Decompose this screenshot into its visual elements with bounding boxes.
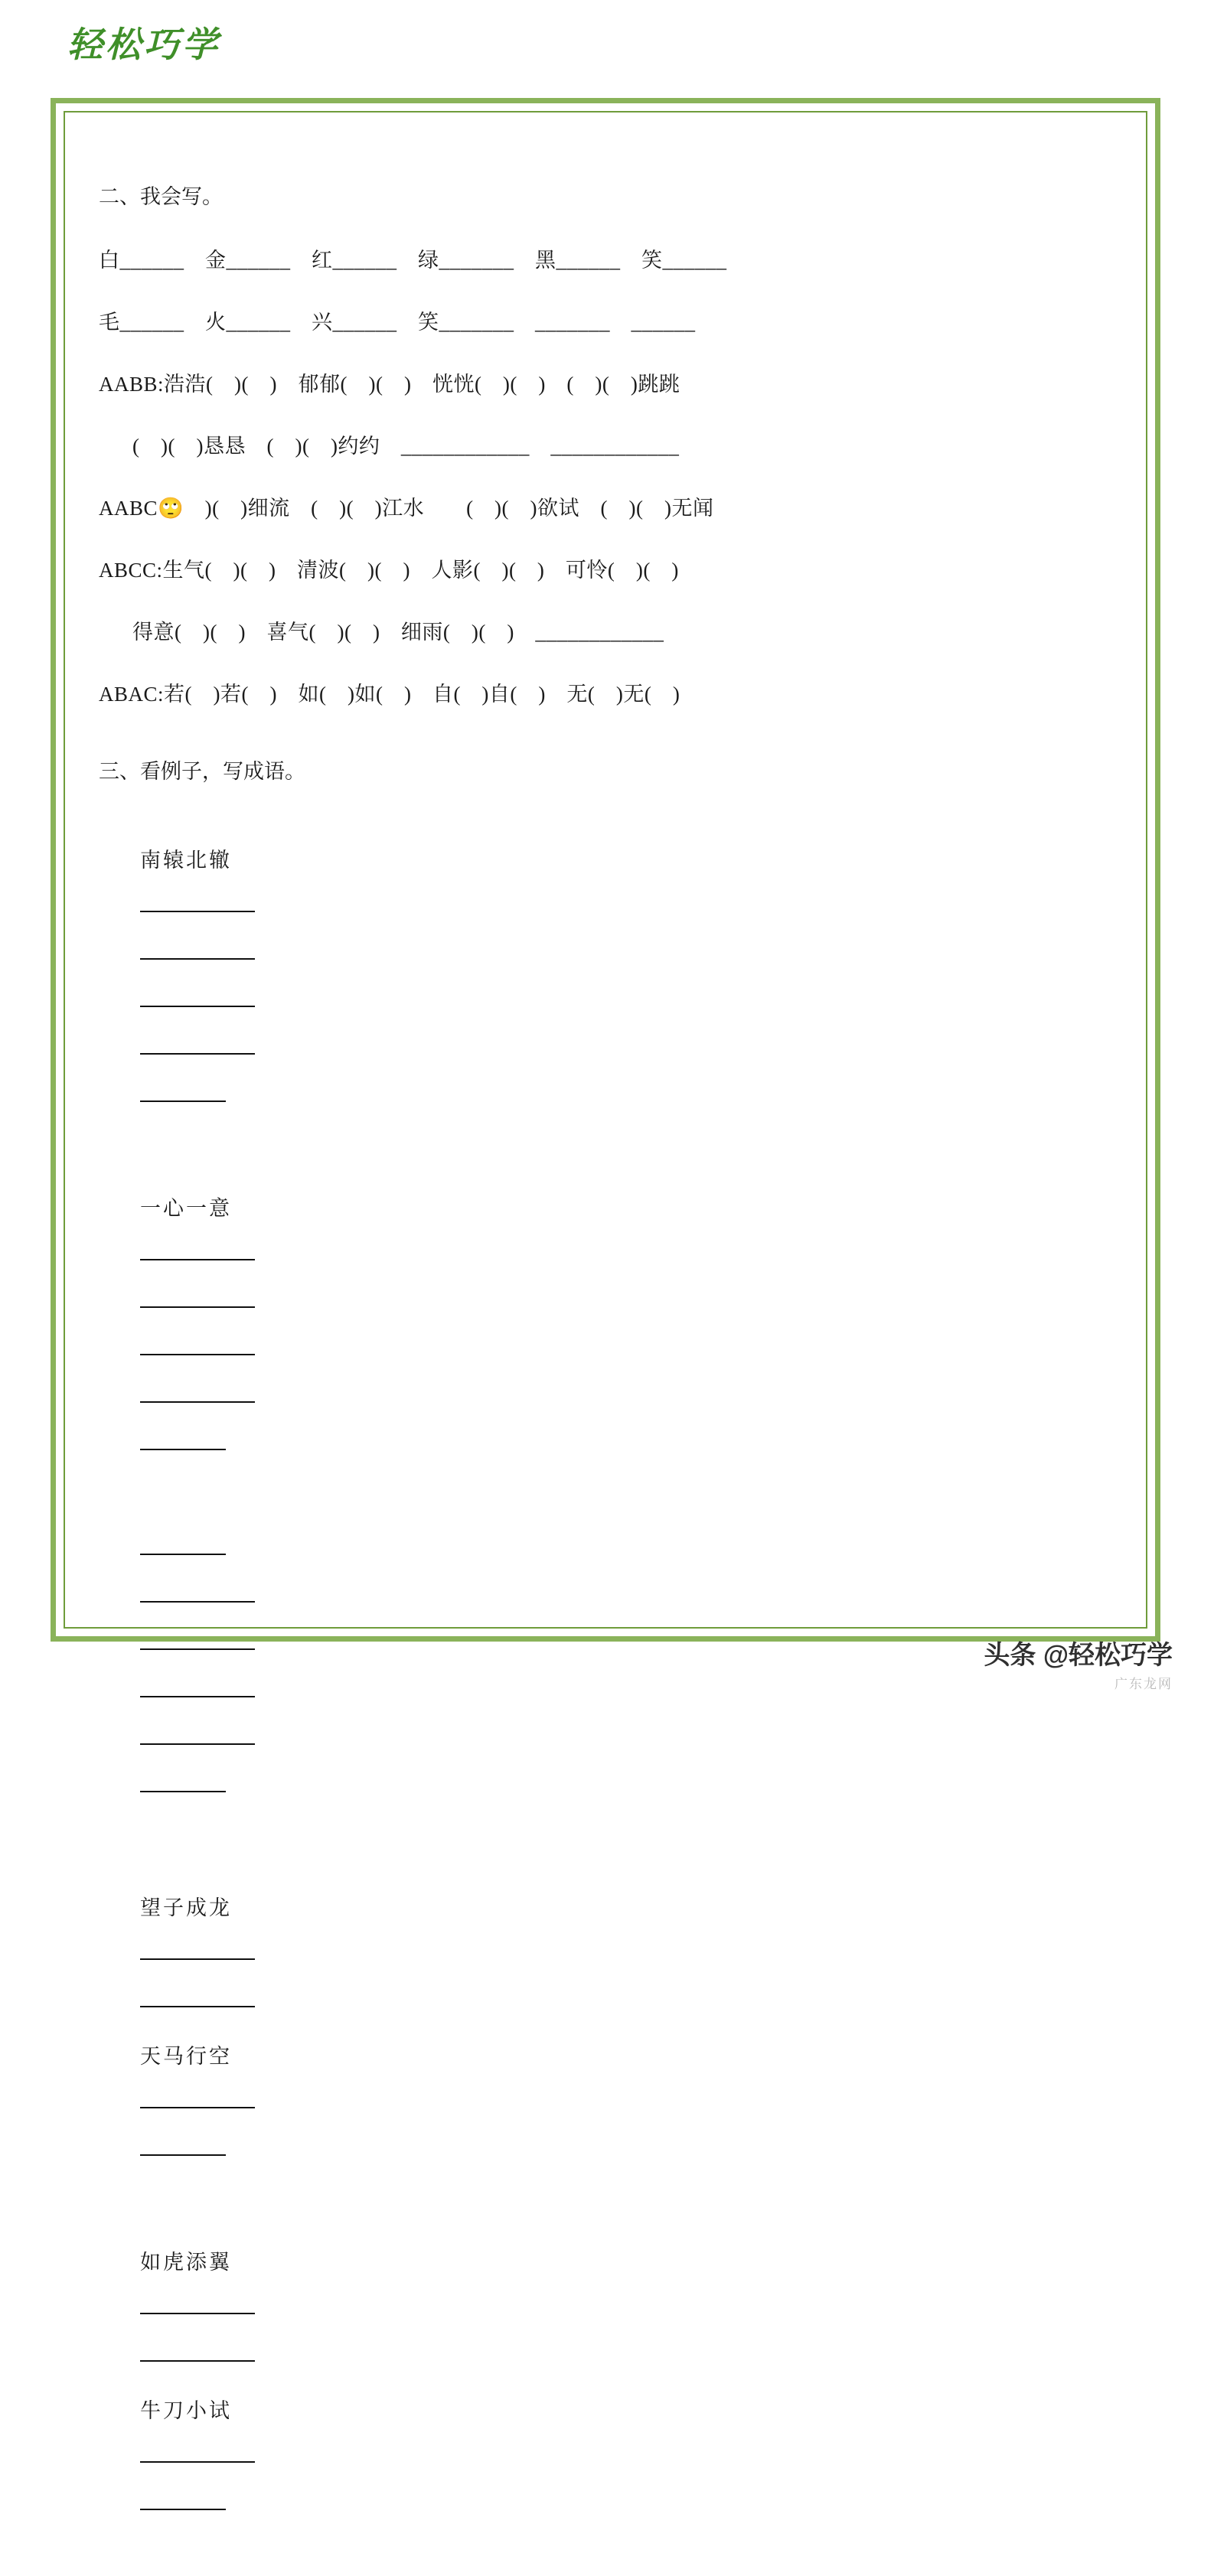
footer-account-name: 头条 @轻松巧学 <box>984 1641 1173 1670</box>
idiom-example-5: 如虎添翼 <box>140 2251 232 2274</box>
answer-blank[interactable] <box>140 1401 255 1403</box>
answer-blank[interactable] <box>140 958 255 960</box>
answer-blank[interactable] <box>140 2360 255 2362</box>
section-3-row-3 <box>99 1516 1132 1824</box>
answer-blank[interactable] <box>140 1743 255 1745</box>
answer-blank[interactable] <box>140 1554 226 1555</box>
section-3-pair-row-2 <box>99 2222 1132 2542</box>
answer-blank[interactable] <box>140 1306 255 1308</box>
section-2-title: 二、我会写。 <box>99 185 223 208</box>
worksheet-content <box>79 180 1132 2576</box>
section-2-row-1: 白______ 金______ 红______ 绿_______ 黑______ 笑______ <box>99 249 727 272</box>
answer-blank[interactable] <box>140 911 255 912</box>
answer-blank[interactable] <box>140 2154 226 2156</box>
section-2-row-abcc-cont: 得意( )( ) 喜气( )( ) 细雨( )( ) ____________ <box>132 621 664 644</box>
section-2-row-aabc: AABC🙄 )( )细流 ( )( )江水 ( )( )欲试 ( )( )无闻 <box>99 497 714 520</box>
section-3-row-1 <box>99 820 1132 1134</box>
answer-blank[interactable] <box>140 1648 255 1650</box>
answer-blank[interactable] <box>140 1696 255 1697</box>
idiom-example-6: 牛刀小试 <box>140 2399 232 2422</box>
idiom-example-2: 一心一意 <box>140 1197 232 1220</box>
section-3-pair-row-1 <box>99 1867 1132 2188</box>
answer-blank[interactable] <box>140 2509 226 2510</box>
section-2-row-aabb: AABB:浩浩( )( ) 郁郁( )( ) 恍恍( )( ) ( )( )跳跳 <box>99 373 680 396</box>
answer-blank[interactable] <box>140 2006 255 2007</box>
brand-title: 轻松巧学 <box>67 25 220 64</box>
answer-blank[interactable] <box>140 1006 255 1007</box>
footer-watermark <box>984 1634 1173 1692</box>
footer-site-name: 广东龙网 <box>1114 1677 1173 1691</box>
answer-blank[interactable] <box>140 1791 226 1792</box>
answer-blank[interactable] <box>140 1449 226 1450</box>
answer-blank[interactable] <box>140 2107 255 2108</box>
answer-blank[interactable] <box>140 1354 255 1355</box>
idiom-example-1: 南辕北辙 <box>140 849 232 872</box>
section-2-row-2: 毛______ 火______ 兴______ 笑_______ _______ ______ <box>99 311 696 334</box>
answer-blank[interactable] <box>140 1259 255 1260</box>
answer-blank[interactable] <box>140 1101 226 1102</box>
answer-blank[interactable] <box>140 1601 255 1603</box>
answer-blank[interactable] <box>140 1053 255 1055</box>
answer-blank[interactable] <box>140 2313 255 2314</box>
answer-blank[interactable] <box>140 2461 255 2463</box>
section-3-title: 三、看例子，写成语。 <box>99 760 305 783</box>
section-3-row-2 <box>99 1168 1132 1482</box>
section-2-row-aabb-cont: ( )( )恳恳 ( )( )约约 ____________ ____________ <box>132 435 680 458</box>
idiom-example-4: 天马行空 <box>140 2045 232 2068</box>
section-2-row-abcc: ABCC:生气( )( ) 清波( )( ) 人影( )( ) 可怜( )( ) <box>99 559 679 582</box>
idiom-example-3: 望子成龙 <box>140 1896 232 1919</box>
answer-blank[interactable] <box>140 1958 255 1960</box>
section-2-row-abac: ABAC:若( )若( ) 如( )如( ) 自( )自( ) 无( )无( ) <box>99 683 680 706</box>
